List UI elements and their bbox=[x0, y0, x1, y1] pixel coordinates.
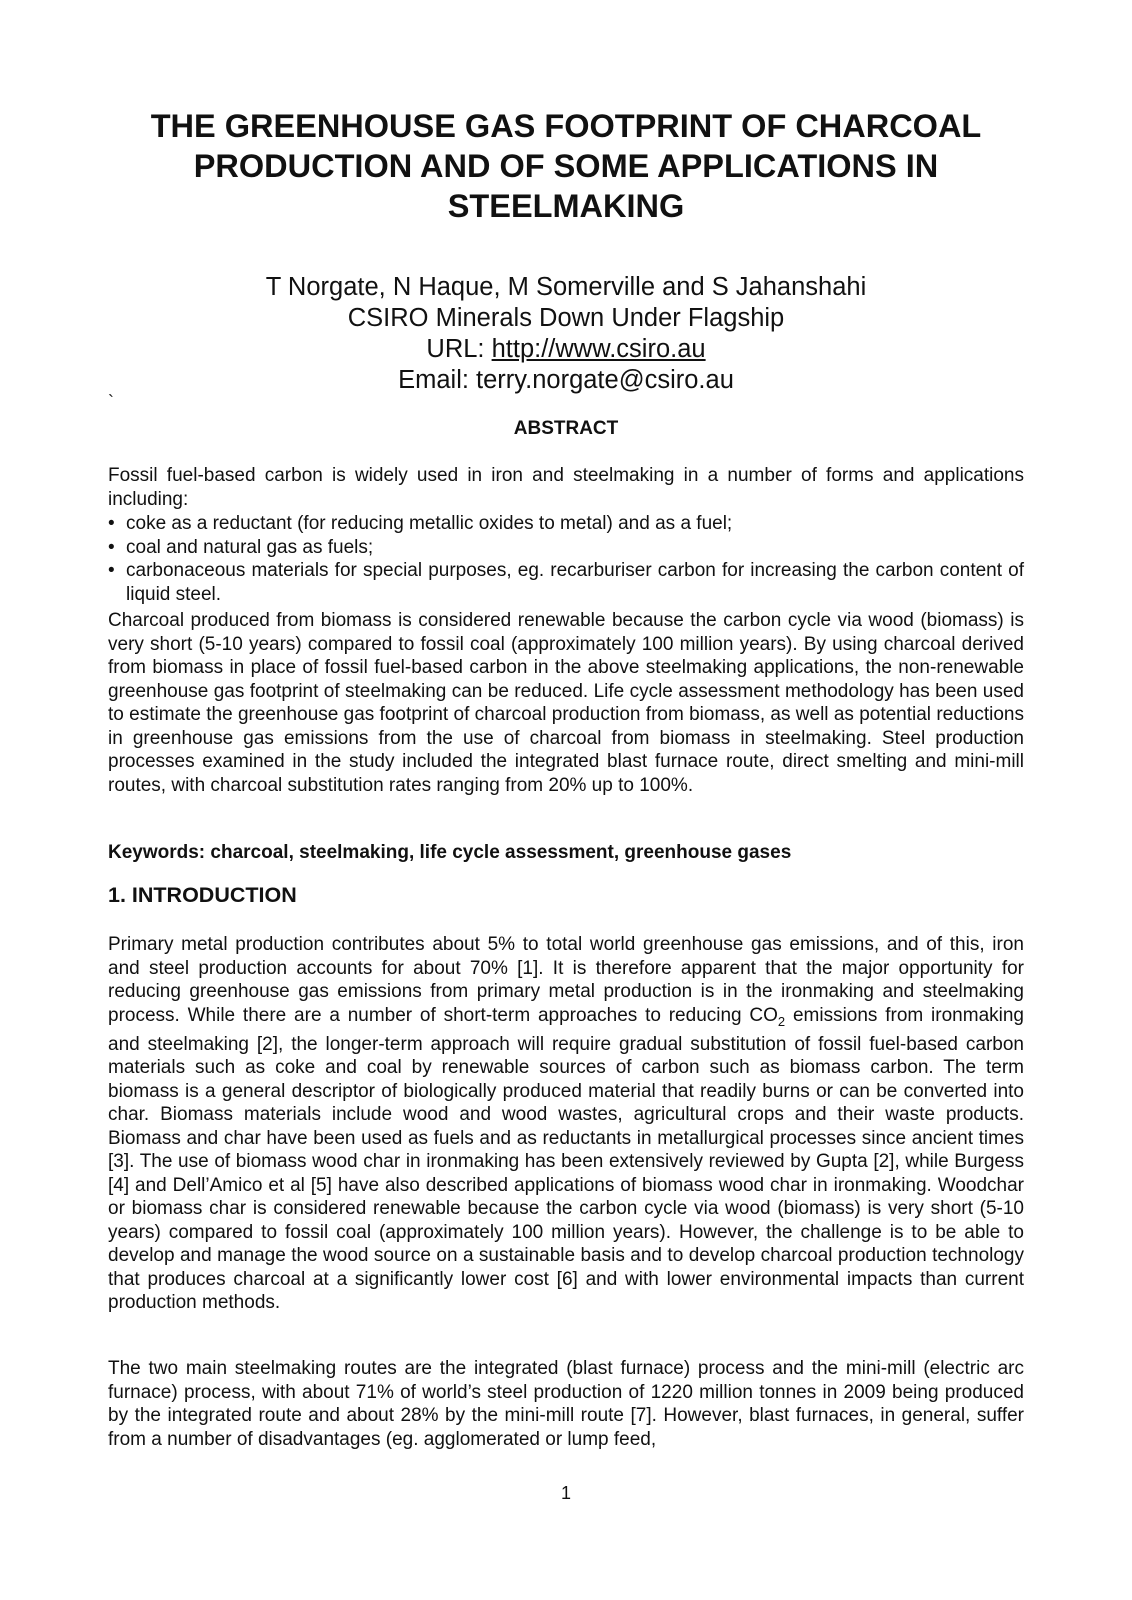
bullet-icon: • bbox=[108, 560, 115, 581]
page-number: 1 bbox=[560, 1483, 571, 1503]
bullet-icon: • bbox=[108, 513, 115, 534]
abstract-body-text: Charcoal produced from biomass is considered renewable because the carbon cycle via wood (biomass) is very short (5-10 years) compared to fossil coal (approximately 100 million years). By using charcoal derived from biomass in place of fossil fuel-based carbon in the above steelmaking applications, the non-renewable greenhouse gas footprint of steelmaking can be reduced. Life cycle assessment methodology has been used to estimate the greenhouse gas footprint of charcoal production from biomass, as well as potential reductions in greenhouse gas emissions from the use of charcoal from biomass in steelmaking. Steel production processes examined in the study included the integrated blast furnace route, direct smelting and mini-mill routes, with charcoal substitution rates ranging from 20% up to 100%. bbox=[108, 610, 1024, 796]
intro-paragraph-2-text: The two main steelmaking routes are the integrated (blast furnace) process and the mini-mill (electric arc furnace) process, with about 71% of world’s steel production of 1220 million tonnes in 2009 being produced by the integrated route and about 28% by the mini-mill route [7]. However, blast furnaces, in general, suffer from a number of disadvantages (eg. agglomerated or lump feed, bbox=[108, 1358, 1024, 1450]
abstract-heading: ABSTRACT bbox=[513, 418, 619, 439]
bullet-text: carbonaceous materials for special purposes, eg. recarburiser carbon for increasing the carbon content of liquid steel. bbox=[126, 560, 1024, 605]
list-item bbox=[108, 559, 1024, 606]
section-heading-introduction: 1. INTRODUCTION bbox=[108, 883, 297, 907]
paper-title bbox=[108, 106, 1024, 226]
title-line-3: STEELMAKING bbox=[447, 188, 685, 224]
author-names: T Norgate, N Haque, M Somerville and S Jahanshahi bbox=[265, 273, 867, 301]
bullet-text: coke as a reductant (for reducing metallic oxides to metal) and as a fuel; bbox=[126, 513, 733, 534]
abstract-intro-text: Fossil fuel-based carbon is widely used in iron and steelmaking in a number of forms and applications including: bbox=[108, 465, 1024, 510]
abstract-intro bbox=[108, 464, 1024, 511]
intro-paragraph-1 bbox=[108, 933, 1024, 1315]
co2-subscript: 2 bbox=[777, 1013, 786, 1029]
intro-paragraph-2 bbox=[108, 1357, 1024, 1451]
keywords: Keywords: charcoal, steelmaking, life cycle assessment, greenhouse gases bbox=[108, 842, 792, 863]
intro-p1-part-a: Primary metal production contributes about 5% to total world greenhouse gas emissions, and of this, iron and steel production accounts for about 70% [1]. It is therefore apparent that the major opportunity for reducing greenhouse gas emissions from primary metal production is in the ironmaking and steelmaking process. While there are a number of short-term approaches to reducing CO bbox=[108, 934, 1024, 1026]
intro-p1-part-b: emissions from ironmaking and steelmaking [2], the longer-term approach will require gradual substitution of fossil fuel-based carbon materials such as coke and coal by renewable sources of carbon such as biomass carbon. The term biomass is a general descriptor of biologically produced material that readily burns or can be converted into char. Biomass materials include wood and wood wastes, agricultural crops and their waste products. Biomass and char have been used as fuels and as reductants in metallurgical processes since ancient times [3]. The use of biomass wood char in ironmaking has been extensively reviewed by Gupta [2], while Burgess [4] and Dell’Amico et al [5] have also described applications of biomass wood char in ironmaking. Woodchar or biomass char is considered renewable because the carbon cycle via wood (biomass) is very short (5-10 years) compared to fossil coal (approximately 100 million years). However, the challenge is to be able to develop and manage the wood source on a sustainable basis and to develop charcoal production technology that produces charcoal at a significantly lower cost [6] and with lower environmental impacts than current production methods. bbox=[108, 1004, 1024, 1314]
url-link[interactable]: http://www.csiro.au bbox=[491, 335, 706, 363]
bullet-icon: • bbox=[108, 536, 115, 558]
abstract-bullet-list bbox=[108, 512, 1024, 606]
intro-paragraph-1-text bbox=[108, 933, 1024, 1315]
author-block bbox=[108, 272, 1024, 396]
abstract-body bbox=[108, 609, 1024, 797]
author-email: Email: terry.norgate@csiro.au bbox=[398, 366, 734, 394]
url-label: URL: bbox=[426, 335, 492, 363]
author-affiliation: CSIRO Minerals Down Under Flagship bbox=[347, 304, 785, 332]
title-line-1: THE GREENHOUSE GAS FOOTPRINT OF CHARCOAL bbox=[150, 108, 982, 144]
list-item bbox=[108, 536, 1024, 560]
author-url-line bbox=[108, 334, 1024, 365]
bullet-text: coal and natural gas as fuels; bbox=[126, 536, 374, 558]
title-line-2: PRODUCTION AND OF SOME APPLICATIONS IN bbox=[193, 148, 939, 184]
stray-mark: ` bbox=[108, 392, 114, 412]
list-item bbox=[108, 512, 1024, 536]
